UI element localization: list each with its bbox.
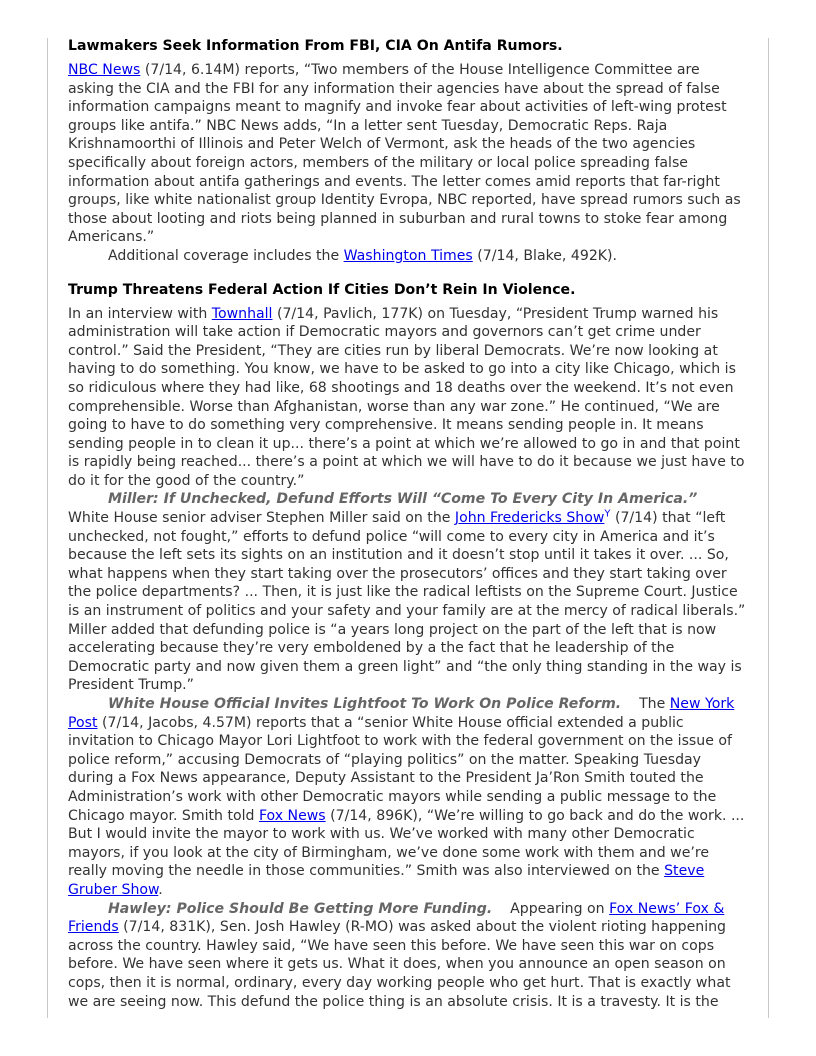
paragraph-text: In an interview with: [68, 305, 212, 322]
paragraph-text: (7/14, 896K), “We’re willing to go back and do the work. ... But I would invite the mayor to work with us. We’ve worked with many other Democratic mayors, if you look at the city of Birmingham, we’ve done some work with them and we’re really moving the needle in those communities.” Smith was also interviewed on the: [68, 807, 745, 880]
paragraph-text: (7/14, Blake, 492K).: [472, 247, 618, 264]
additional-coverage-paragraph: [68, 247, 748, 266]
left-margin-rule: [47, 38, 48, 1018]
fox-news-link[interactable]: Fox News: [258, 807, 326, 824]
subsection-heading-miller: [68, 490, 748, 509]
audio-marker: Y: [604, 508, 611, 520]
washington-times-link[interactable]: Washington Times: [343, 247, 473, 264]
paragraph-text: (7/14, 831K), Sen. Josh Hawley (R-MO) was asked about the violent rioting happening across the country. Hawley said, “We have seen this before. We have seen this war on cops before. We have seen where it gets us. What it does, when you announce an open season on cops, then it is normal, ordinary, every day working people who get hurt. That is exactly what we are seeing now. This defund the police thing is an absolute crisis. It is a travesty. It is the: [68, 919, 731, 1010]
paragraph-text: (7/14) that “left unchecked, not fought,” efforts to defund police “will come to every city in America and it’s because the left sets its sights on an institution and it doesn’t stop until it takes it over. ... So, what happens when they start taking over the prosecutors’ offices and they start taking over the police departments? ... Then, it is just like the radical leftists on the Supreme Court. Justice is an instrument of politics and your safety and your family are at the mercy of radical liberals.” Miller added that defunding police is “a years long project on the part of the left that is now accelerating because they’re very emboldened by a the fact that he leadership of the Democratic party and now given them a green light” and “the only thing standing in the way is President Trump.”: [68, 510, 746, 694]
miller-paragraph: [68, 509, 748, 695]
townhall-link[interactable]: Townhall: [211, 305, 273, 322]
subsection-heading-text: Hawley: Police Should Be Getting More Funding.: [108, 900, 493, 917]
story-headline-antifa: Lawmakers Seek Information From FBI, CIA On Antifa Rumors.: [68, 38, 563, 54]
paragraph-text: White House senior adviser Stephen Miller said on the: [68, 510, 455, 527]
story-paragraph: [68, 61, 748, 247]
story-headline-trump: Trump Threatens Federal Action If Cities Don’t Rein In Violence.: [68, 281, 576, 298]
hawley-paragraph: [68, 900, 748, 1012]
paragraph-text: Appearing on: [510, 900, 610, 917]
article-body: [68, 37, 748, 1011]
right-margin-rule: [768, 38, 769, 1018]
paragraph-text: (7/14, Pavlich, 177K) on Tuesday, “President Trump warned his administration will take action if Democratic mayors and governors can’t get crime under control.” Said the President, “They are cities run by liberal Democrats. We’re now looking at having to do something. You know, we have to be asked to go into a city like Chicago, which is so ridiculous where they had like, 68 shootings and 18 deaths over the weekend. It’s not even comprehensible. Worse than Afghanistan, worse than any war zone.” He continued, “We are going to have to do something very comprehensive. It means sending people in. It means sending people in to clean it up... there’s a point at which we’re allowed to go in and that point is rapidly being reached... there’s a point at which we will have to do it because we just have to do it for the good of the country.”: [68, 305, 745, 489]
paragraph-text: (7/14, Jacobs, 4.57M) reports that a “senior White House official extended a public invitation to Chicago Mayor Lori Lightfoot to work with the federal government on the issue of police reform,” accusing Democrats of “playing politics” on the matter. Speaking Tuesday during a Fox News appearance, Deputy Assistant to the President Ja’Ron Smith touted the Administration’s work with other Democratic mayors while sending a public message to the Chicago mayor. Smith told: [68, 714, 732, 824]
story-paragraph: [68, 305, 748, 491]
paragraph-text: The: [639, 696, 670, 712]
paragraph-text: .: [158, 881, 163, 898]
john-fredericks-show-link[interactable]: John Fredericks Show: [454, 510, 605, 527]
subsection-heading-text: Miller: If Unchecked, Defund Efforts Will “Come To Every City In America.”: [108, 491, 698, 508]
paragraph-text: (7/14, 6.14M) reports, “Two members of the House Intelligence Committee are asking the CIA and the FBI for any information their agencies have about the spread of false information campaigns meant to magnify and invoke fear about activities of left-wing protest groups like antifa.” NBC News adds, “In a letter sent Tuesday, Democratic Reps. Raja Krishnamoorthi of Illinois and Peter Welch of Vermont, ask the heads of the two agencies specifically about foreign actors, members of the military or local police spreading false information about antifa gatherings and events. The letter comes amid reports that far-right groups, like white nationalist group Identity Evropa, NBC reported, have spread rumors such as those about looting and riots being planned in suburban and rural towns to stoke fear among Americans.”: [68, 62, 741, 246]
fox-and-friends-link[interactable]: Fox News’ Fox & Friends: [68, 900, 725, 936]
steve-gruber-show-link[interactable]: Steve Gruber Show: [68, 863, 705, 898]
subsection-heading-text: White House Official Invites Lightfoot To Work On Police Reform.: [108, 696, 622, 712]
new-york-post-link[interactable]: New York Post: [68, 696, 735, 731]
paragraph-text: Additional coverage includes the: [108, 247, 344, 264]
section-gap: [68, 266, 748, 281]
lightfoot-paragraph: [68, 695, 748, 900]
nbc-news-link[interactable]: NBC News: [68, 62, 141, 78]
